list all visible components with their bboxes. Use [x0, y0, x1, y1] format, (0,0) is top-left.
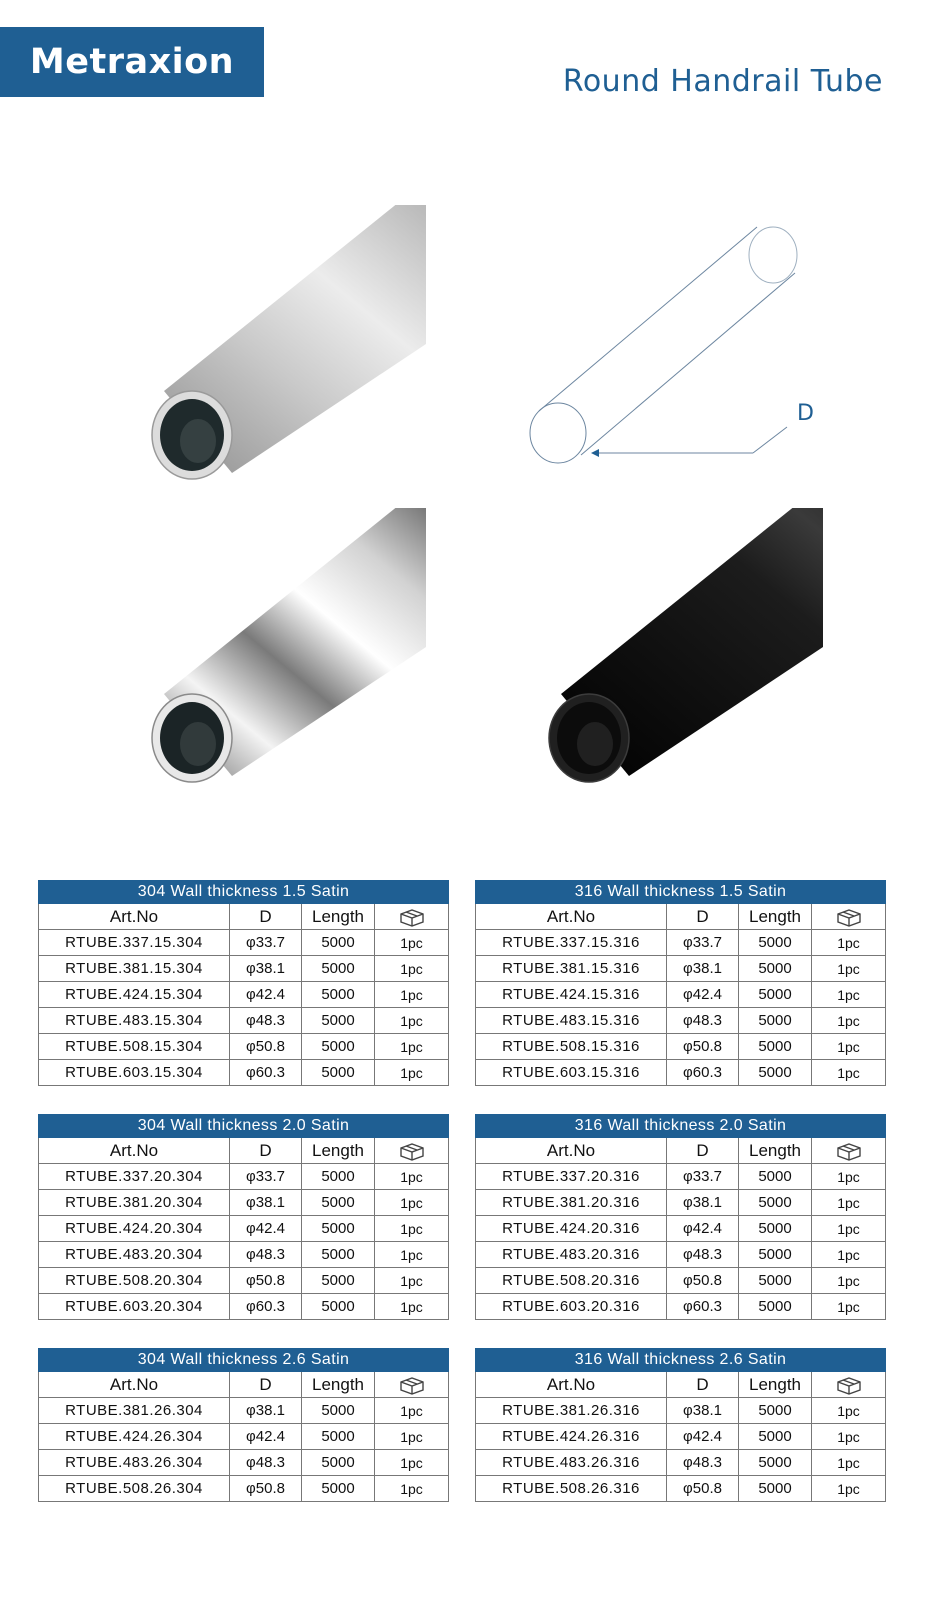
art-no-cell: RTUBE.381.26.316 — [476, 1398, 667, 1424]
quantity-cell: 1pc — [375, 1450, 449, 1476]
mirror-tube-image — [140, 508, 440, 793]
col-diameter: D — [667, 1138, 739, 1164]
diameter-cell: φ38.1 — [230, 1190, 302, 1216]
length-cell: 5000 — [739, 1034, 812, 1060]
diameter-cell: φ48.3 — [230, 1450, 302, 1476]
col-length: Length — [302, 1372, 375, 1398]
art-no-cell: RTUBE.508.15.316 — [476, 1034, 667, 1060]
diameter-cell: φ33.7 — [230, 1164, 302, 1190]
quantity-cell: 1pc — [375, 1060, 449, 1086]
quantity-cell: 1pc — [812, 1008, 886, 1034]
diameter-cell: φ60.3 — [230, 1294, 302, 1320]
table-row — [39, 1008, 449, 1034]
table-row — [476, 1242, 886, 1268]
table-row — [476, 956, 886, 982]
table-row — [39, 1424, 449, 1450]
table-row — [39, 1398, 449, 1424]
length-cell: 5000 — [739, 1190, 812, 1216]
quantity-cell: 1pc — [812, 1424, 886, 1450]
diameter-cell: φ42.4 — [230, 1216, 302, 1242]
table-title: 304 Wall thickness 1.5 Satin — [39, 881, 449, 904]
art-no-cell: RTUBE.424.20.304 — [39, 1216, 230, 1242]
col-length: Length — [739, 1372, 812, 1398]
black-tube-image — [537, 508, 837, 793]
brand-name: Metraxion — [29, 42, 235, 82]
art-no-cell: RTUBE.424.15.316 — [476, 982, 667, 1008]
col-art-no: Art.No — [39, 1138, 230, 1164]
art-no-cell: RTUBE.483.26.316 — [476, 1450, 667, 1476]
quantity-cell: 1pc — [812, 1242, 886, 1268]
col-diameter: D — [667, 1372, 739, 1398]
art-no-cell: RTUBE.603.20.304 — [39, 1294, 230, 1320]
length-cell: 5000 — [302, 1294, 375, 1320]
art-no-cell: RTUBE.424.26.316 — [476, 1424, 667, 1450]
art-no-cell: RTUBE.508.15.304 — [39, 1034, 230, 1060]
table-header-row — [39, 1138, 449, 1164]
diameter-cell: φ50.8 — [667, 1476, 739, 1502]
box-icon — [836, 1374, 862, 1393]
quantity-cell: 1pc — [375, 1190, 449, 1216]
table-header-row — [39, 904, 449, 930]
art-no-cell: RTUBE.337.15.316 — [476, 930, 667, 956]
diameter-cell: φ48.3 — [230, 1008, 302, 1034]
diameter-cell: φ50.8 — [667, 1268, 739, 1294]
art-no-cell: RTUBE.424.20.316 — [476, 1216, 667, 1242]
art-no-cell: RTUBE.603.15.304 — [39, 1060, 230, 1086]
table-row — [39, 1190, 449, 1216]
table-row — [476, 1060, 886, 1086]
art-no-cell: RTUBE.508.26.304 — [39, 1476, 230, 1502]
spec-table-304-1-5 — [38, 880, 449, 1086]
length-cell: 5000 — [739, 1398, 812, 1424]
quantity-cell: 1pc — [812, 1190, 886, 1216]
table-row — [39, 1216, 449, 1242]
table-row — [39, 1242, 449, 1268]
box-icon — [399, 906, 425, 925]
length-cell: 5000 — [302, 1268, 375, 1294]
col-package — [375, 1138, 449, 1164]
art-no-cell: RTUBE.483.20.304 — [39, 1242, 230, 1268]
table-title: 316 Wall thickness 1.5 Satin — [476, 881, 886, 904]
length-cell: 5000 — [739, 1424, 812, 1450]
table-row — [476, 1190, 886, 1216]
box-icon — [836, 1140, 862, 1159]
brand-logo — [0, 27, 264, 97]
length-cell: 5000 — [739, 1268, 812, 1294]
art-no-cell: RTUBE.483.15.316 — [476, 1008, 667, 1034]
art-no-cell: RTUBE.381.15.304 — [39, 956, 230, 982]
spec-table-316-1-5 — [475, 880, 886, 1086]
art-no-cell: RTUBE.483.26.304 — [39, 1450, 230, 1476]
quantity-cell: 1pc — [375, 930, 449, 956]
diameter-cell: φ38.1 — [230, 1398, 302, 1424]
diameter-cell: φ60.3 — [667, 1060, 739, 1086]
length-cell: 5000 — [302, 1164, 375, 1190]
art-no-cell: RTUBE.508.20.304 — [39, 1268, 230, 1294]
art-no-cell: RTUBE.337.20.316 — [476, 1164, 667, 1190]
diameter-cell: φ33.7 — [230, 930, 302, 956]
table-row — [39, 930, 449, 956]
quantity-cell: 1pc — [375, 982, 449, 1008]
length-cell: 5000 — [739, 1060, 812, 1086]
quantity-cell: 1pc — [375, 1034, 449, 1060]
quantity-cell: 1pc — [375, 1398, 449, 1424]
art-no-cell: RTUBE.483.15.304 — [39, 1008, 230, 1034]
length-cell: 5000 — [739, 930, 812, 956]
col-diameter: D — [230, 1138, 302, 1164]
tube-dimension-diagram — [525, 215, 825, 475]
col-package — [375, 904, 449, 930]
col-length: Length — [302, 904, 375, 930]
length-cell: 5000 — [302, 1008, 375, 1034]
diameter-cell: φ60.3 — [230, 1060, 302, 1086]
art-no-cell: RTUBE.337.15.304 — [39, 930, 230, 956]
table-caption-row — [39, 1349, 449, 1372]
quantity-cell: 1pc — [375, 1216, 449, 1242]
art-no-cell: RTUBE.381.20.304 — [39, 1190, 230, 1216]
quantity-cell: 1pc — [812, 1476, 886, 1502]
table-row — [39, 1164, 449, 1190]
length-cell: 5000 — [739, 1216, 812, 1242]
table-row — [476, 1216, 886, 1242]
diameter-cell: φ42.4 — [667, 1216, 739, 1242]
length-cell: 5000 — [302, 1216, 375, 1242]
table-caption-row — [476, 1349, 886, 1372]
col-diameter: D — [667, 904, 739, 930]
table-row — [39, 1034, 449, 1060]
quantity-cell: 1pc — [375, 1476, 449, 1502]
art-no-cell: RTUBE.483.20.316 — [476, 1242, 667, 1268]
table-header-row — [476, 904, 886, 930]
diameter-cell: φ42.4 — [667, 982, 739, 1008]
col-package — [812, 904, 886, 930]
quantity-cell: 1pc — [812, 1034, 886, 1060]
table-row — [476, 982, 886, 1008]
length-cell: 5000 — [302, 1424, 375, 1450]
diameter-cell: φ50.8 — [230, 1034, 302, 1060]
table-row — [39, 982, 449, 1008]
length-cell: 5000 — [739, 1476, 812, 1502]
table-row — [476, 1008, 886, 1034]
table-caption-row — [476, 881, 886, 904]
length-cell: 5000 — [302, 1034, 375, 1060]
col-art-no: Art.No — [39, 1372, 230, 1398]
quantity-cell: 1pc — [375, 956, 449, 982]
quantity-cell: 1pc — [375, 1424, 449, 1450]
diameter-cell: φ50.8 — [230, 1476, 302, 1502]
box-icon — [836, 906, 862, 925]
table-caption-row — [39, 1115, 449, 1138]
diameter-cell: φ38.1 — [667, 956, 739, 982]
art-no-cell: RTUBE.381.26.304 — [39, 1398, 230, 1424]
table-row — [476, 1476, 886, 1502]
col-length: Length — [739, 904, 812, 930]
length-cell: 5000 — [739, 982, 812, 1008]
length-cell: 5000 — [302, 1398, 375, 1424]
diameter-cell: φ50.8 — [667, 1034, 739, 1060]
art-no-cell: RTUBE.508.20.316 — [476, 1268, 667, 1294]
table-caption-row — [39, 881, 449, 904]
quantity-cell: 1pc — [812, 1216, 886, 1242]
table-row — [476, 1294, 886, 1320]
length-cell: 5000 — [302, 956, 375, 982]
quantity-cell: 1pc — [812, 1398, 886, 1424]
table-row — [39, 1476, 449, 1502]
length-cell: 5000 — [739, 1164, 812, 1190]
quantity-cell: 1pc — [375, 1164, 449, 1190]
diameter-cell: φ48.3 — [667, 1450, 739, 1476]
quantity-cell: 1pc — [812, 930, 886, 956]
length-cell: 5000 — [302, 1060, 375, 1086]
quantity-cell: 1pc — [812, 956, 886, 982]
table-header-row — [39, 1372, 449, 1398]
quantity-cell: 1pc — [375, 1242, 449, 1268]
spec-table-316-2-6 — [475, 1348, 886, 1502]
col-art-no: Art.No — [39, 904, 230, 930]
diameter-label: D — [797, 401, 814, 426]
table-row — [476, 1164, 886, 1190]
col-length: Length — [302, 1138, 375, 1164]
diameter-cell: φ38.1 — [667, 1398, 739, 1424]
diameter-cell: φ42.4 — [667, 1424, 739, 1450]
table-row — [476, 1268, 886, 1294]
art-no-cell: RTUBE.424.26.304 — [39, 1424, 230, 1450]
diameter-cell: φ50.8 — [230, 1268, 302, 1294]
table-header-row — [476, 1372, 886, 1398]
table-row — [39, 956, 449, 982]
diameter-cell: φ38.1 — [230, 956, 302, 982]
table-row — [39, 1268, 449, 1294]
col-diameter: D — [230, 904, 302, 930]
diameter-cell: φ42.4 — [230, 982, 302, 1008]
table-caption-row — [476, 1115, 886, 1138]
length-cell: 5000 — [739, 956, 812, 982]
table-header-row — [476, 1138, 886, 1164]
col-diameter: D — [230, 1372, 302, 1398]
table-row — [39, 1450, 449, 1476]
quantity-cell: 1pc — [812, 1060, 886, 1086]
quantity-cell: 1pc — [812, 1268, 886, 1294]
diameter-cell: φ33.7 — [667, 1164, 739, 1190]
table-row — [476, 1450, 886, 1476]
quantity-cell: 1pc — [812, 1294, 886, 1320]
satin-tube-image — [140, 205, 440, 490]
length-cell: 5000 — [739, 1450, 812, 1476]
art-no-cell: RTUBE.424.15.304 — [39, 982, 230, 1008]
quantity-cell: 1pc — [812, 1450, 886, 1476]
table-title: 316 Wall thickness 2.6 Satin — [476, 1349, 886, 1372]
spec-table-304-2-6 — [38, 1348, 449, 1502]
table-title: 304 Wall thickness 2.0 Satin — [39, 1115, 449, 1138]
length-cell: 5000 — [302, 1190, 375, 1216]
col-package — [812, 1138, 886, 1164]
box-icon — [399, 1140, 425, 1159]
length-cell: 5000 — [739, 1294, 812, 1320]
diameter-cell: φ48.3 — [667, 1242, 739, 1268]
quantity-cell: 1pc — [812, 982, 886, 1008]
spec-table-304-2-0 — [38, 1114, 449, 1320]
table-row — [476, 1424, 886, 1450]
art-no-cell: RTUBE.381.20.316 — [476, 1190, 667, 1216]
art-no-cell: RTUBE.381.15.316 — [476, 956, 667, 982]
art-no-cell: RTUBE.508.26.316 — [476, 1476, 667, 1502]
col-art-no: Art.No — [476, 904, 667, 930]
table-title: 304 Wall thickness 2.6 Satin — [39, 1349, 449, 1372]
length-cell: 5000 — [302, 930, 375, 956]
art-no-cell: RTUBE.603.20.316 — [476, 1294, 667, 1320]
col-package — [812, 1372, 886, 1398]
length-cell: 5000 — [302, 982, 375, 1008]
length-cell: 5000 — [302, 1476, 375, 1502]
quantity-cell: 1pc — [375, 1268, 449, 1294]
diameter-cell: φ33.7 — [667, 930, 739, 956]
table-row — [39, 1294, 449, 1320]
length-cell: 5000 — [739, 1008, 812, 1034]
table-row — [476, 1034, 886, 1060]
diameter-cell: φ48.3 — [667, 1008, 739, 1034]
art-no-cell: RTUBE.337.20.304 — [39, 1164, 230, 1190]
quantity-cell: 1pc — [375, 1008, 449, 1034]
quantity-cell: 1pc — [812, 1164, 886, 1190]
page-title: Round Handrail Tube — [562, 64, 883, 99]
col-art-no: Art.No — [476, 1138, 667, 1164]
table-row — [39, 1060, 449, 1086]
diameter-cell: φ42.4 — [230, 1424, 302, 1450]
col-length: Length — [739, 1138, 812, 1164]
spec-table-316-2-0 — [475, 1114, 886, 1320]
length-cell: 5000 — [739, 1242, 812, 1268]
table-row — [476, 930, 886, 956]
diameter-cell: φ60.3 — [667, 1294, 739, 1320]
diameter-cell: φ38.1 — [667, 1190, 739, 1216]
table-row — [476, 1398, 886, 1424]
table-title: 316 Wall thickness 2.0 Satin — [476, 1115, 886, 1138]
length-cell: 5000 — [302, 1450, 375, 1476]
length-cell: 5000 — [302, 1242, 375, 1268]
col-package — [375, 1372, 449, 1398]
col-art-no: Art.No — [476, 1372, 667, 1398]
box-icon — [399, 1374, 425, 1393]
quantity-cell: 1pc — [375, 1294, 449, 1320]
diameter-cell: φ48.3 — [230, 1242, 302, 1268]
art-no-cell: RTUBE.603.15.316 — [476, 1060, 667, 1086]
